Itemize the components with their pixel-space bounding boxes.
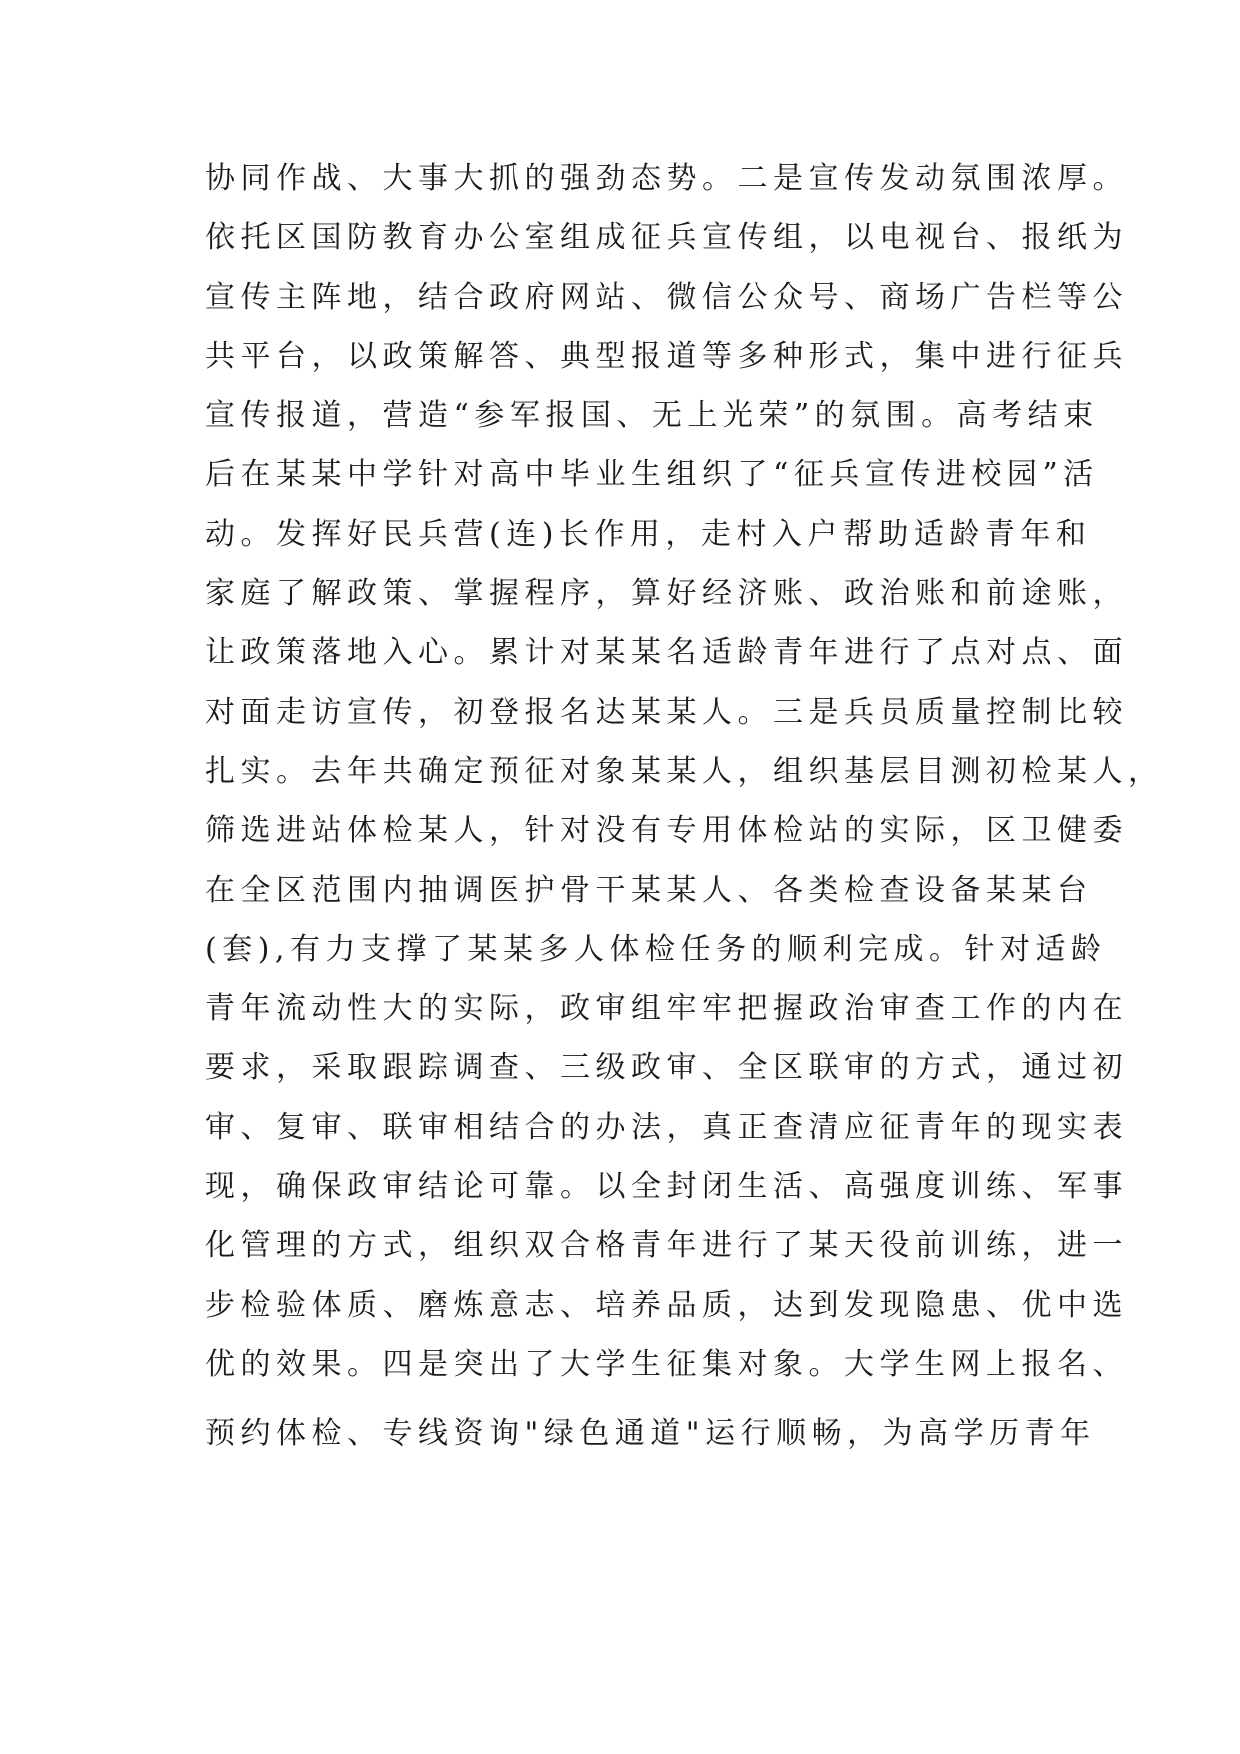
- text-line: 宣传报道，营造“参军报国、无上光荣”的氛围。高考结束: [205, 398, 1099, 434]
- text-line: 宣传主阵地，结合政府网站、微信公众号、商场广告栏等公: [205, 279, 1128, 315]
- text-line: 化管理的方式，组织双合格青年进行了某天役前训练，进一: [205, 1228, 1128, 1264]
- text-line: 共平台，以政策解答、典型报道等多种形式，集中进行征兵: [205, 338, 1128, 374]
- text-line: 优的效果。四是突出了大学生征集对象。大学生网上报名、: [205, 1346, 1128, 1382]
- text-line: 要求，采取跟踪调查、三级政审、全区联审的方式，通过初: [205, 1050, 1128, 1086]
- text-line: 依托区国防教育办公室组成征兵宣传组，以电视台、报纸为: [205, 220, 1128, 256]
- text-line: 后在某某中学针对高中毕业生组织了“征兵宣传进校园”活: [205, 457, 1099, 493]
- text-line: 动。发挥好民兵营(连)长作用，走村入户帮助适龄青年和: [205, 516, 1092, 552]
- text-line: 预约体检、专线资询"绿色通道"运行顺畅，为高学历青年: [205, 1415, 1096, 1451]
- text-line: 步检验体质、磨炼意志、培养品质，达到发现隐患、优中选: [205, 1287, 1128, 1323]
- text-line: 现，确保政审结论可靠。以全封闭生活、高强度训练、军事: [205, 1169, 1128, 1205]
- text-line: 审、复审、联审相结合的办法，真正查清应征青年的现实表: [205, 1109, 1128, 1145]
- text-line: 青年流动性大的实际，政审组牢牢把握政治审查工作的内在: [205, 991, 1128, 1027]
- document-body: [205, 155, 1164, 1469]
- text-line: 扎实。去年共确定预征对象某某人，组织基层目测初检某人，: [205, 753, 1164, 789]
- text-line: 在全区范围内抽调医护骨干某某人、各类检查设备某某台: [205, 872, 1093, 908]
- text-line: 家庭了解政策、掌握程序，算好经济账、政治账和前途账，: [205, 576, 1128, 612]
- text-line: 对面走访宣传，初登报名达某某人。三是兵员质量控制比较: [205, 694, 1128, 730]
- text-line: (套),有力支撑了某某多人体检任务的顺利完成。针对适龄: [205, 931, 1107, 967]
- text-line: 协同作战、大事大抓的强劲态势。二是宣传发动氛围浓厚。: [205, 161, 1128, 196]
- text-line: 让政策落地入心。累计对某某名适龄青年进行了点对点、面: [205, 635, 1128, 671]
- text-line: 筛选进站体检某人，针对没有专用体检站的实际，区卫健委: [205, 813, 1128, 849]
